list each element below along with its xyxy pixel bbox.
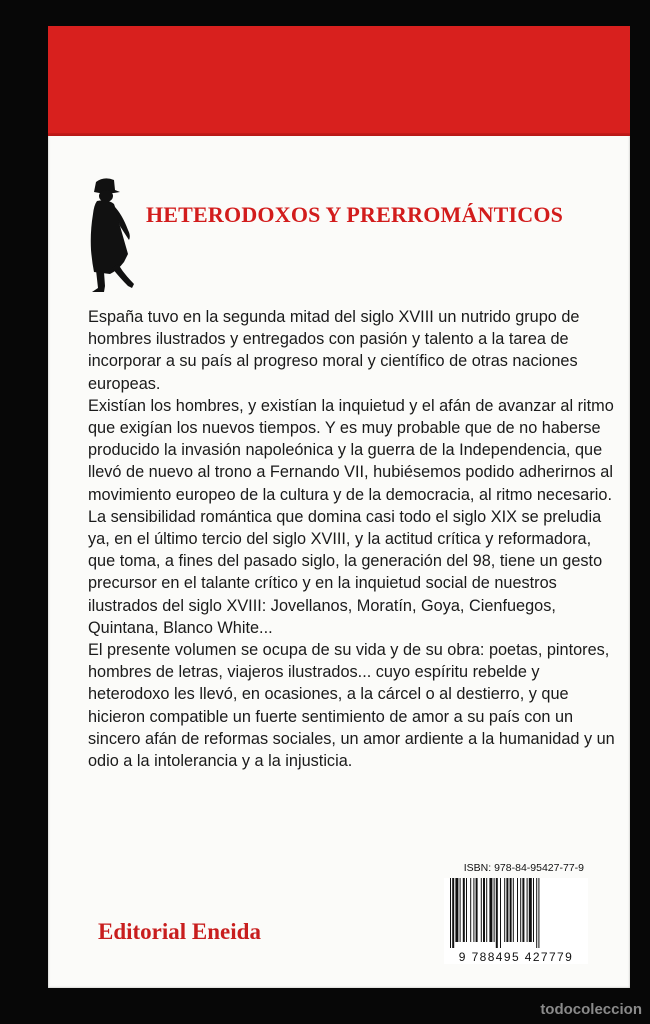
- barcode-icon: [448, 878, 584, 948]
- blurb-paragraph: El presente volumen se ocupa de su vida y de su obra: poetas, pintores, hombres de letras, viajeros ilustrados... cuyo espíritu rebelde y heterodoxo les llevó, en ocasiones, a la cárcel o al destierro, y que hicieron compatible un fuerte sentimiento de amor a su país con un sincero afán de reformas sociales, un amor ardiente a la humanidad y un odio a la intolerancia y a la injusticia.: [88, 641, 615, 771]
- blurb-paragraph: La sensibilidad romántica que domina casi todo el siglo XIX se preludia ya, en el último tercio del siglo XVIII, y la actitud crítica y reformadora, que toma, a fines del pasado siglo, la generación del 98, tiene un gesto precursor en el talante crítico y en la inquietud social de nuestros ilustrados del siglo XVIII: Jovellanos, Moratín, Goya, Cienfuegos, Quintana, Blanco White...: [88, 507, 603, 637]
- watermark-text: todocoleccion: [540, 1001, 642, 1018]
- isbn-label: ISBN: 978-84-95427-77-9: [463, 862, 584, 874]
- barcode-block: [444, 878, 588, 964]
- blurb-paragraph: España tuvo en la segunda mitad del siglo XVIII un nutrido grupo de hombres ilustrados y entregados con pasión y talento a la tarea de incorporar a su país al progreso moral y científico de otras naciones europeas.: [88, 308, 580, 393]
- blurb-paragraph: Existían los hombres, y existían la inquietud y el afán de avanzar al ritmo que exigían los nuevos tiempos. Y es muy probable que de no haberse producido la invasión napoleónica y la guerra de la Independencia, que llevó de nuevo al trono a Fernando VII, hubiésemos podido adherirnos al movimiento europeo de la cultura y de la democracia, al ritmo necesario.: [88, 396, 614, 504]
- book-title: HETERODOXOS Y PRERROMÁNTICOS: [146, 202, 564, 227]
- red-header-band: [48, 26, 630, 136]
- blurb-text: [88, 306, 618, 772]
- silhouette-figure-icon: [84, 174, 140, 296]
- book-back-cover: [48, 26, 630, 988]
- publisher-name: Editorial Eneida: [98, 919, 261, 944]
- barcode-number: 9 788495 427779: [458, 950, 574, 964]
